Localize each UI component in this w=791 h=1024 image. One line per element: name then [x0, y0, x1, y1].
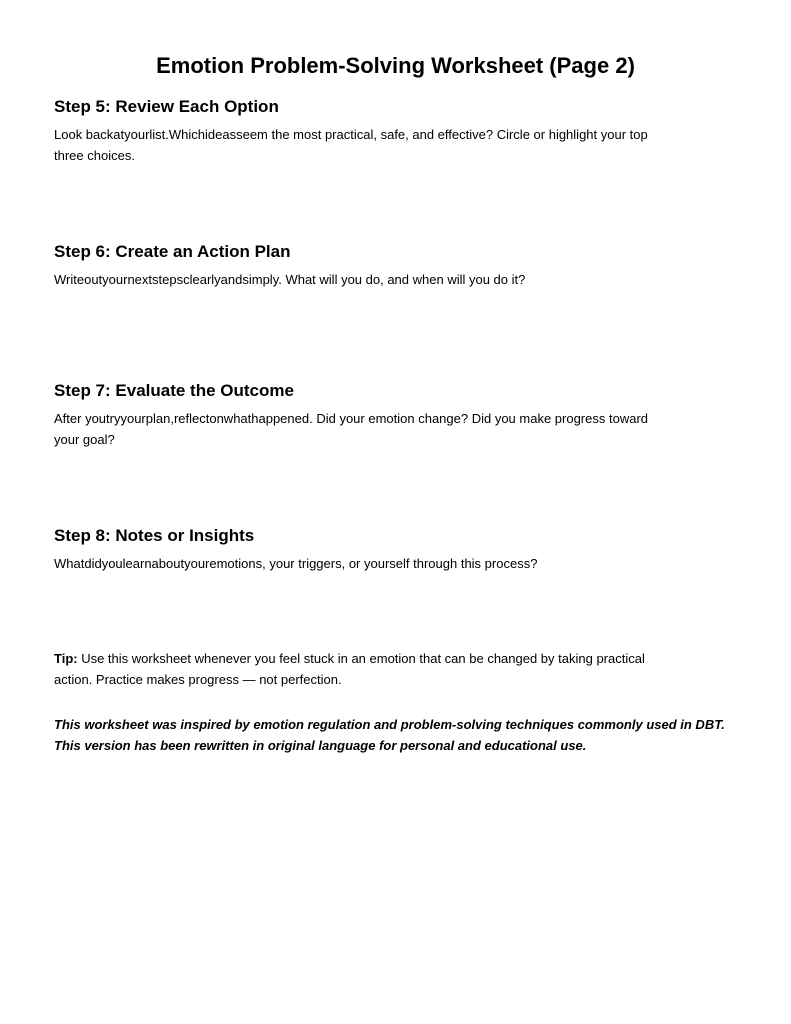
page-title: Emotion Problem-Solving Worksheet (Page 2): [156, 53, 635, 78]
step-7-line-1: After youtryyourplan,reflectonwhathappened. Did your emotion change? Did you make progress toward: [54, 411, 649, 426]
note-line-1: This worksheet was inspired by emotion regulation and problem-solving techniques commonly used in DBT.: [54, 717, 725, 732]
step-8-text: [54, 553, 754, 574]
step-8-section: [54, 525, 754, 574]
step-6-line-1: Writeoutyournextstepsclearlyandsimply. What will you do, and when will you do it?: [54, 272, 526, 287]
step-5-heading: Step 5: Review Each Option: [54, 97, 279, 116]
step-5-text: [54, 124, 754, 166]
tip-paragraph: [54, 648, 744, 690]
step-6-heading: Step 6: Create an Action Plan: [54, 242, 291, 261]
step-5-section: [54, 96, 754, 166]
step-6-text: [54, 269, 754, 290]
step-5-line-1: Look backatyourlist.Whichideasseem the most practical, safe, and effective? Circle or highlight your top: [54, 127, 648, 142]
note-line-2: This version has been rewritten in original language for personal and educational use.: [54, 738, 587, 753]
step-5-line-2: three choices.: [54, 148, 135, 163]
tip-line-2: action. Practice makes progress — not perfection.: [54, 672, 342, 687]
step-8-line-1: Whatdidyoulearnaboutyouremotions, your triggers, or yourself through this process?: [54, 556, 538, 571]
step-8-heading: Step 8: Notes or Insights: [54, 526, 255, 545]
step-7-line-2: your goal?: [54, 432, 115, 447]
attribution-note: [54, 714, 791, 756]
step-6-section: [54, 241, 754, 290]
step-7-section: [54, 380, 754, 450]
tip-label: Tip:: [54, 651, 78, 666]
step-7-text: [54, 408, 754, 450]
step-7-heading: Step 7: Evaluate the Outcome: [54, 381, 294, 400]
tip-line-1: Use this worksheet whenever you feel stuck in an emotion that can be changed by taking practical: [77, 651, 645, 666]
